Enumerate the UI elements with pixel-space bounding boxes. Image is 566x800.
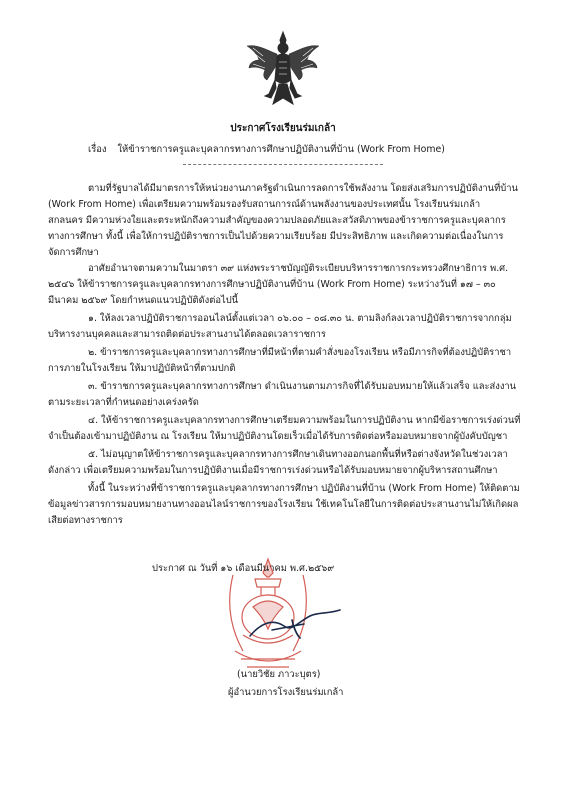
authority-line: มีนาคม ๒๕๖๙ โดยกำหนดแนวปฏิบัติดังต่อไปนี้ — [48, 295, 239, 306]
director-position: ผู้อำนวยการโรงเรียนร่มเกล้า — [228, 687, 344, 698]
announcement-date: ประกาศ ณ วันที่ ๑๖ เดือนมีนาคม พ.ศ.๒๕๖๙ — [152, 563, 335, 574]
guideline-line: ๕. ไม่อนุญาตให้ข้าราชการครูและบุคลากรทางการศึกษาเดินทางออกนอกพื้นที่หรือต่างจังหวัดในช่วงเวลา — [88, 449, 508, 460]
intro-line: จัดการศึกษา — [48, 247, 99, 258]
garuda-emblem-icon — [243, 30, 323, 110]
closing-paragraph — [48, 481, 520, 529]
guideline-line: จำเป็นต้องเข้ามาปฏิบัติงาน ณ โรงเรียน ให้มาปฏิบัติงานโดยเร็วเมื่อได้รับการติดต่อหรือมอบหมายจากผู้บังคับบัญชา — [48, 431, 508, 442]
closing-line: ข้อมูลข่าวสารการมอบหมายงานทางออนไลน์ราชการของโรงเรียน ใช้เทคโนโลยีในการติดต่อประสานงานไม่ให้เกิดผล — [48, 499, 519, 510]
title-divider — [183, 164, 383, 165]
authority-paragraph — [48, 261, 509, 309]
subject-label: เรื่อง — [88, 144, 107, 155]
authority-line: อาศัยอำนาจตามความในมาตรา ๓๙ แห่งพระราชบัญญัติระเบียบบริหารราชการกระทรวงศึกษาธิการ พ.ศ. — [88, 263, 509, 274]
guideline-line: ตามระยะเวลาที่กำหนดอย่างเคร่งครัด — [48, 397, 199, 408]
closing-line: ทั้งนี้ ในระหว่างที่ข้าราชการครูและบุคลากรทางการศึกษา ปฏิบัติงานที่บ้าน (Work From Home) ให้ติดตาม — [88, 483, 520, 494]
closing-line: เสียต่อทางราชการ — [48, 515, 123, 526]
intro-line: (Work From Home) เพื่อเตรียมความพร้อมรองรับสถานการณ์ด้านพลังงานของประเทศนั้น โรงเรียนร่มเกล้า — [48, 199, 481, 210]
guideline-line: ๔. ให้ข้าราชการครูและบุคลากรทางการศึกษาเตรียมความพร้อมในการปฏิบัติงาน หากมีข้อราชการเร่งด่วนที่ — [88, 415, 521, 426]
guideline-item-5 — [48, 447, 508, 479]
director-name: (นายวิชัย ภาวะบุตร) — [237, 669, 321, 680]
intro-line: สกลนคร มีความห่วงใยและตระหนักถึงความสำคัญของความปลอดภัยและสวัสดิภาพของข้าราชการครูและบุคลากร — [48, 215, 506, 226]
guideline-line: บริหารงานบุคคลและสามารถติดต่อประสานงานได้ตลอดเวลาราชการ — [48, 329, 326, 340]
guideline-line: ๑. ให้ลงเวลาปฏิบัติราชการออนไลน์ตั้งแต่เวลา ๐๖.๐๐ – ๐๘.๓๐ น. ตามลิงก์ลงเวลาปฏิบัติราชการจากกลุ่ม — [88, 313, 512, 324]
guideline-item-4 — [48, 413, 521, 445]
authority-line: ๒๕๔๖ ให้ข้าราชการครูและบุคลากรทางการศึกษาปฏิบัติงานที่บ้าน (Work From Home) ระหว่างวันที่ ๑๗ – ๓๐ — [48, 279, 496, 290]
guideline-item-3 — [48, 379, 517, 411]
guideline-item-2 — [48, 345, 512, 377]
director-signature — [232, 600, 352, 650]
subject-text: ให้ข้าราชการครูและบุคลากรทางการศึกษาปฏิบัติงานที่บ้าน (Work From Home) — [117, 144, 445, 155]
guideline-item-1 — [48, 311, 512, 343]
subject-line — [88, 142, 445, 157]
guideline-line: การภายในโรงเรียน ให้มาปฏิบัติหน้าที่ตามปกติ — [48, 363, 236, 374]
intro-line: ทางการศึกษา ทั้งนี้ เพื่อให้การปฏิบัติราชการเป็นไปด้วยความเรียบร้อย มีประสิทธิภาพ และเกิดความต่อเนื่องในการ — [48, 231, 504, 242]
guideline-line: ๓. ข้าราชการครูและบุคลากรทางการศึกษา ดำเนินงานตามภารกิจที่ได้รับมอบหมายให้แล้วเสร็จ และส่งงาน — [88, 381, 517, 392]
intro-paragraph — [48, 181, 518, 261]
document-title: ประกาศโรงเรียนร่มเกล้า — [230, 123, 336, 134]
guideline-line: ๒. ข้าราชการครูและบุคลากรทางการศึกษาที่มีหน้าที่ตามคำสั่งของโรงเรียน หรือมีภารกิจที่ต้องปฏิบัติราชา — [88, 347, 512, 358]
guideline-line: ดังกล่าว เพื่อเตรียมความพร้อมในการปฏิบัติงานเมื่อมีราชการเร่งด่วนหรือได้รับมอบหมายจากผู้บริหารสถานศึกษา — [48, 465, 498, 476]
intro-line: ตามที่รัฐบาลได้มีมาตรการให้หน่วยงานภาครัฐดำเนินการลดการใช้พลังงาน โดยส่งเสริมการปฏิบัติงานที่บ้าน — [88, 183, 518, 194]
